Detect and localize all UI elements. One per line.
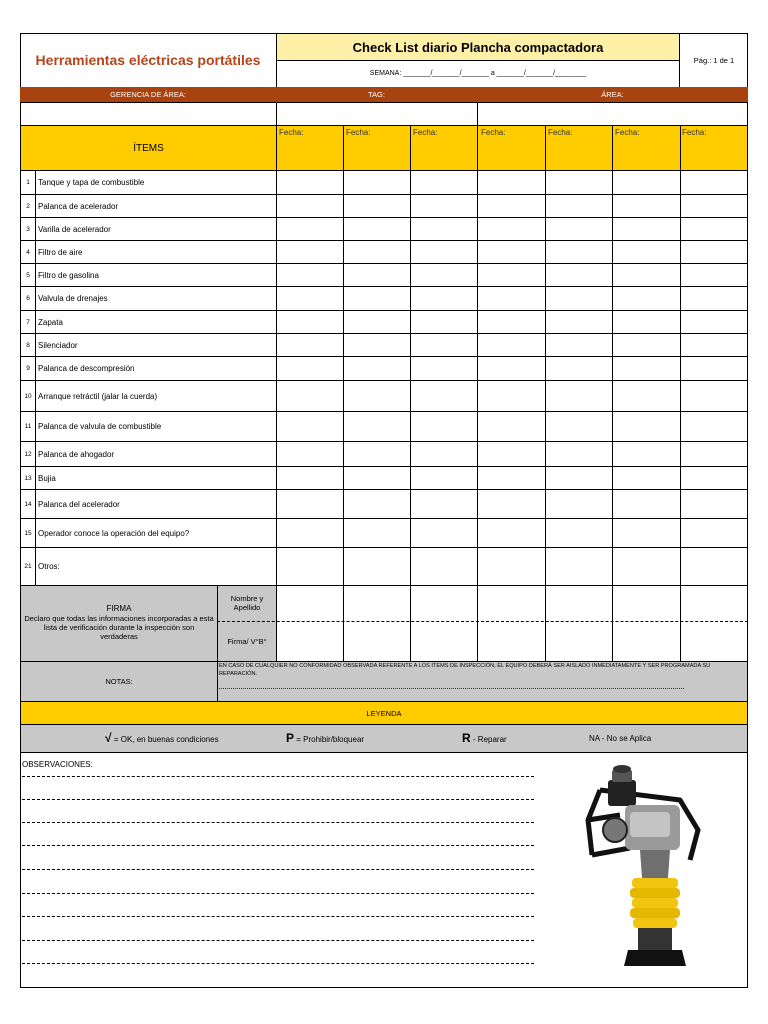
- item-number: 8: [26, 341, 30, 349]
- item-label: Bujia: [38, 473, 56, 483]
- fecha-label: Fecha:: [413, 128, 438, 137]
- observaciones-field[interactable]: [22, 770, 534, 970]
- leyenda-r: [462, 731, 507, 745]
- item-label: Varilla de acelerador: [38, 224, 111, 234]
- item-number: 13: [24, 474, 32, 482]
- item-number: 3: [26, 225, 30, 233]
- item-label: Palanca de valvula de combustible: [38, 422, 162, 431]
- item-number: 21: [24, 563, 32, 570]
- item-number: 5: [26, 271, 30, 279]
- item-number: 10: [24, 392, 32, 400]
- tag-label: TAG:: [368, 90, 385, 99]
- r-text: - Reparar: [472, 735, 507, 744]
- item-label: Palanca de ahogador: [38, 449, 115, 459]
- ok-symbol: √: [105, 731, 112, 745]
- fecha-label: Fecha:: [615, 128, 640, 137]
- doc-title: Check List diario Plancha compactadora: [277, 34, 679, 60]
- fecha-label: Fecha:: [481, 128, 506, 137]
- item-number: 12: [24, 450, 32, 458]
- item-label: Silenciador: [38, 340, 78, 350]
- item-number: 1: [26, 179, 30, 186]
- area-input[interactable]: [478, 103, 747, 125]
- item-label: Operador conoce la operación del equipo?: [38, 528, 190, 538]
- notas-text: EN CASO DE CUALQUIER NO CONFORMIDAD OBSERVADA REFERENTE A LOS ÍTEMS DE INSPECCIÓN, EL EQUIPO DEBERÁ SER AISLADO INMEDIATAMENTE Y SER PROGRAMADA SU REPARACIÓN.: [219, 663, 711, 677]
- tag-input[interactable]: [277, 103, 476, 125]
- semana-field[interactable]: SEMANA: _______/_______/_______ a _______/_______/________: [369, 70, 587, 77]
- item-label: Filtro de gasolina: [38, 270, 99, 280]
- leyenda-na: NA - No se Aplica: [589, 734, 652, 743]
- observaciones-label: OBSERVACIONES:: [22, 760, 93, 769]
- r-symbol: R: [462, 731, 471, 745]
- nombre-label: Nombre y Apellido: [230, 594, 264, 612]
- item-label: Arranque retráctil (jalar la cuerda): [38, 391, 158, 401]
- item-label: Palanca de acelerador: [38, 201, 119, 211]
- item-label: Valvula de drenajes: [38, 294, 108, 303]
- fecha-label: Fecha:: [346, 128, 371, 137]
- page-number: Pág.: 1 de 1: [693, 55, 735, 65]
- ok-text: = OK, en buenas condiciones: [113, 735, 219, 744]
- leyenda-p: [286, 731, 364, 745]
- fecha-label: Fecha:: [279, 128, 304, 137]
- leyenda-title: LEYENDA: [21, 702, 747, 724]
- item-number: 9: [26, 365, 30, 372]
- item-number: 15: [24, 529, 32, 537]
- notas-label: NOTAS:: [105, 677, 133, 686]
- item-number: 11: [24, 423, 32, 430]
- p-text: = Prohibir/bloquear: [296, 735, 365, 744]
- leyenda-ok: [105, 731, 219, 745]
- item-label: Zapata: [38, 317, 63, 327]
- item-number: 4: [26, 248, 30, 256]
- item-number: 6: [26, 295, 30, 302]
- firma-title: FIRMA: [106, 603, 132, 613]
- fecha-label: Fecha:: [682, 128, 707, 137]
- item-number: 7: [26, 318, 30, 326]
- item-label: Palanca del acelerador: [38, 499, 120, 509]
- fecha-label: Fecha:: [548, 128, 573, 137]
- item-number: 14: [24, 500, 32, 508]
- compactor-image: [570, 760, 710, 978]
- area-label: ÁREA:: [601, 90, 624, 99]
- item-label: Otros:: [38, 562, 60, 571]
- item-label: Filtro de aire: [38, 247, 83, 257]
- item-number: 2: [26, 202, 30, 210]
- firma-declaration: Declaro que todas las informaciones incorporadas a esta lista de verificación durante la inspección son verdaderas: [24, 613, 214, 641]
- gerencia-label: GERENCIA DE ÁREA:: [110, 90, 186, 99]
- firma-vb-label: Firma/ V°B°: [227, 636, 267, 646]
- item-label: Palanca de descompresión: [38, 364, 135, 373]
- items-header: ÍTEMS: [133, 142, 164, 154]
- item-label: Tanque y tapa de combustible: [38, 178, 145, 187]
- gerencia-input[interactable]: [21, 103, 275, 125]
- section-title: Herramientas eléctricas portátiles: [35, 52, 261, 68]
- p-symbol: P: [286, 731, 295, 745]
